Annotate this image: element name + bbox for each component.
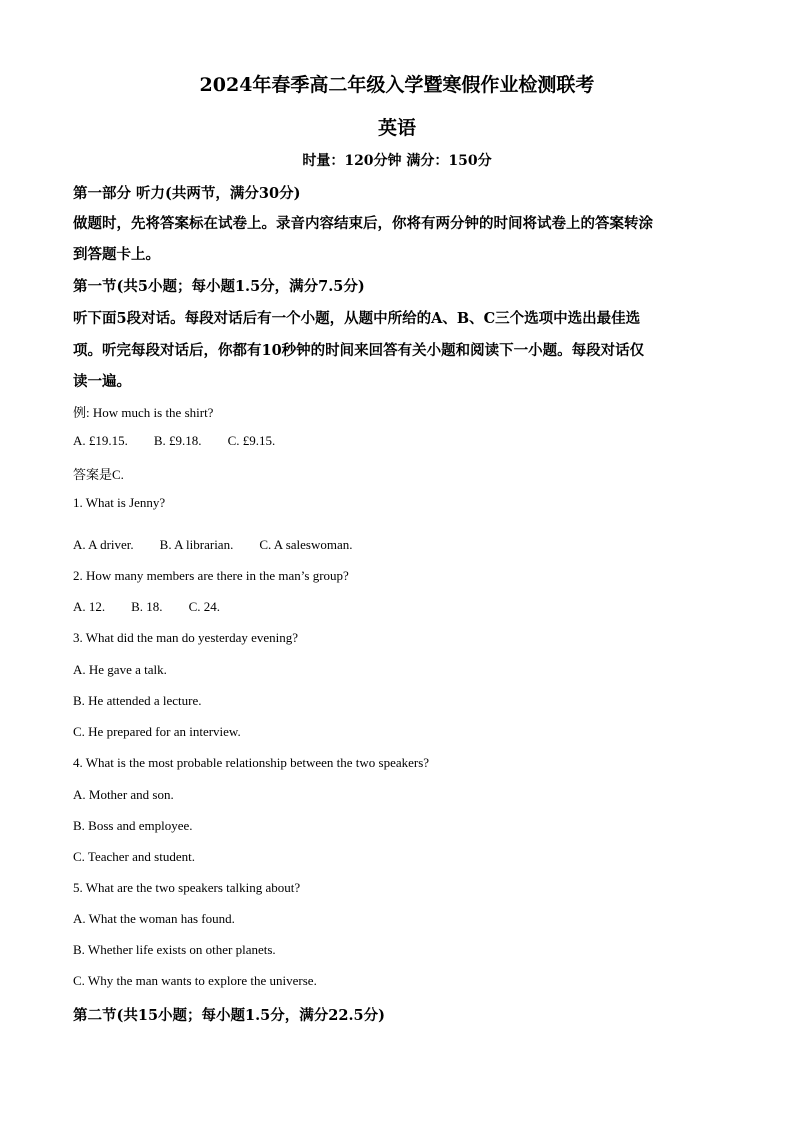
question-4-option-b: B. Boss and employee. xyxy=(73,818,193,833)
option: C. £9.15. xyxy=(227,433,276,448)
example-question: 例: How much is the shirt? xyxy=(73,405,214,420)
option: C. 24. xyxy=(188,599,220,614)
section1-heading: 第一节(共5小题；每小题1.5分，满分7.5分) xyxy=(73,278,365,295)
question-4-option-a: A. Mother and son. xyxy=(73,787,174,802)
subject-title: 英语 xyxy=(377,117,416,139)
example-options xyxy=(73,433,301,449)
exam-title: 2024年春季高二年级入学暨寒假作业检测联考 xyxy=(199,74,595,96)
question-1-options xyxy=(73,537,379,553)
part1-heading: 第一部分 听力(共两节，满分30分) xyxy=(73,185,301,202)
section2-heading: 第二节(共15小题；每小题1.5分，满分22.5分) xyxy=(73,1007,385,1024)
option: B. 18. xyxy=(131,599,163,614)
section1-intro-3: 读一遍。 xyxy=(73,373,131,390)
section1-intro-1: 听下面5段对话。每段对话后有一个小题，从题中所给的A、B、C三个选项中选出最佳选 xyxy=(73,310,641,327)
section1-intro-2: 项。听完每段对话后，你都有10秒钟的时间来回答有关小题和阅读下一小题。每段对话仅 xyxy=(73,342,645,359)
question-3-option-c: C. He prepared for an interview. xyxy=(73,724,241,739)
option: A. £19.15. xyxy=(73,433,128,448)
question-4-option-c: C. Teacher and student. xyxy=(73,849,195,864)
question-3-option-a: A. He gave a talk. xyxy=(73,662,167,677)
question-2-stem: 2. How many members are there in the man’s group? xyxy=(73,568,349,583)
part1-instructions-1: 做题时，先将答案标在试卷上。录音内容结束后，你将有两分钟的时间将试卷上的答案转涂 xyxy=(73,215,653,232)
option: A. A driver. xyxy=(73,537,134,552)
exam-meta: 时量：120分钟 满分：150分 xyxy=(302,153,492,169)
option: C. A saleswoman. xyxy=(259,537,353,552)
question-3-stem: 3. What did the man do yesterday evening? xyxy=(73,630,299,645)
option: B. £9.18. xyxy=(153,433,202,448)
part1-instructions-2: 到答题卡上。 xyxy=(73,246,160,263)
example-answer: 答案是C. xyxy=(73,467,124,482)
question-5-stem: 5. What are the two speakers talking about? xyxy=(73,880,301,895)
question-1-stem: 1. What is Jenny? xyxy=(73,495,166,510)
question-5-option-c: C. Why the man wants to explore the universe. xyxy=(73,973,317,988)
option: B. A librarian. xyxy=(159,537,234,552)
question-3-option-b: B. He attended a lecture. xyxy=(73,693,202,708)
question-5-option-a: A. What the woman has found. xyxy=(73,911,235,926)
question-5-option-b: B. Whether life exists on other planets. xyxy=(73,942,276,957)
question-2-options xyxy=(73,599,246,615)
option: A. 12. xyxy=(73,599,106,614)
question-4-stem: 4. What is the most probable relationship between the two speakers? xyxy=(73,755,430,770)
